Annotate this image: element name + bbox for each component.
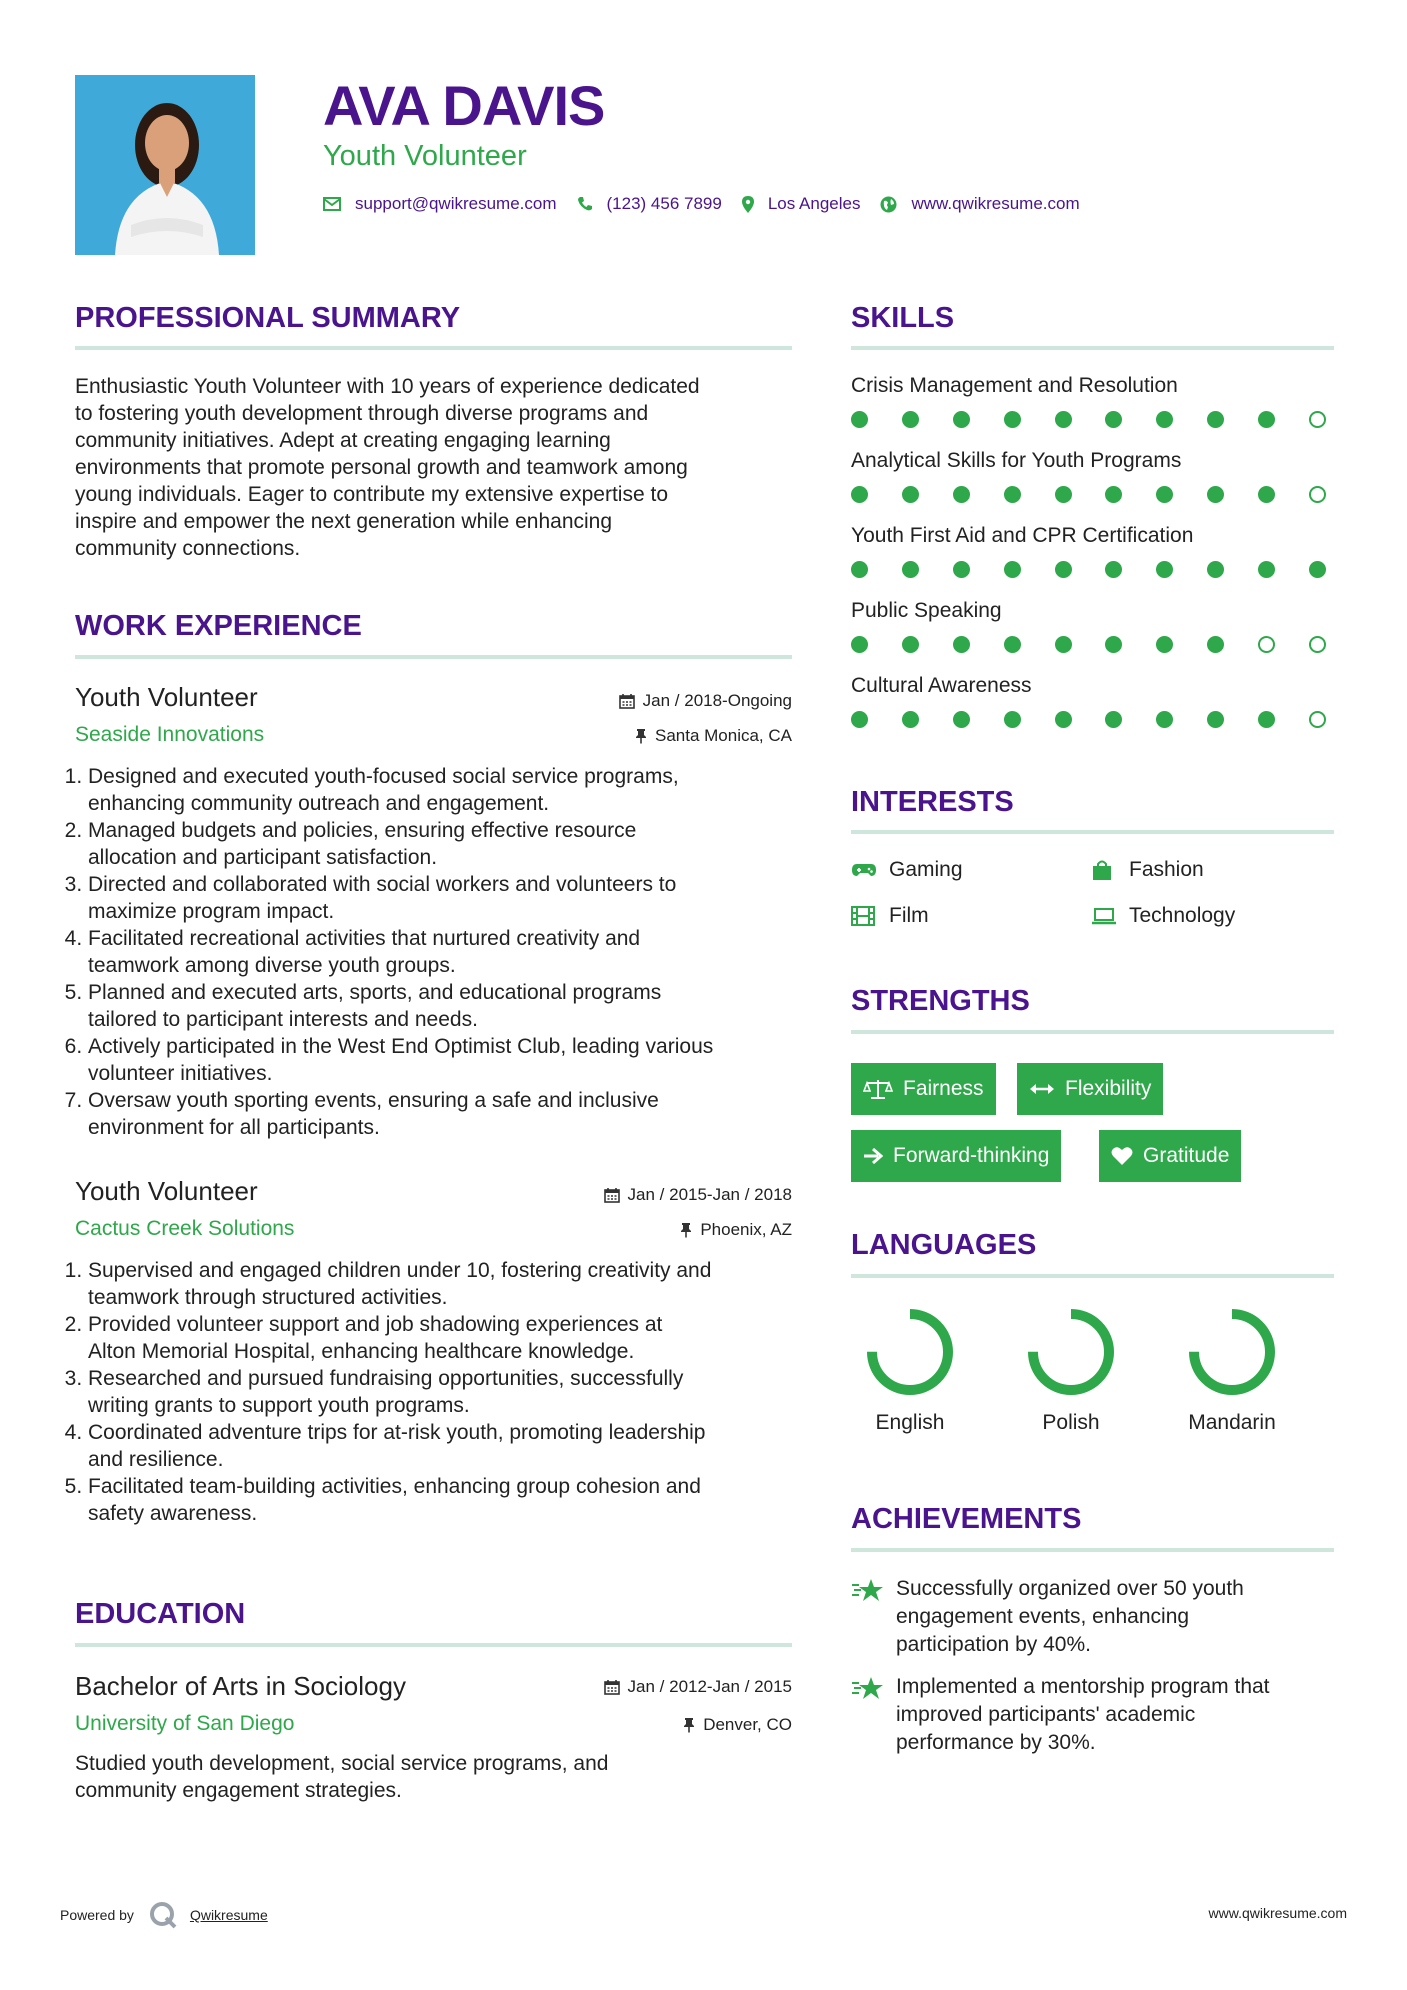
- trophy-star-icon: [851, 1675, 887, 1757]
- rating-dot-empty: [1309, 411, 1326, 428]
- rating-dot-filled: [851, 486, 868, 503]
- language-proficiency-gauge: [1185, 1305, 1279, 1399]
- skill-rating: [851, 636, 1326, 653]
- achievement-text: [896, 1575, 1244, 1659]
- job-company: Seaside Innovations: [75, 723, 265, 746]
- school-name: University of San Diego: [75, 1712, 295, 1735]
- interest-film: [851, 902, 929, 930]
- interest-technology: [1091, 902, 1235, 930]
- language-item: [1006, 1305, 1136, 1437]
- skills-divider: [851, 346, 1334, 350]
- arrow-right-icon: [863, 1147, 883, 1165]
- achievement-line: improved participants' academic: [896, 1703, 1196, 1726]
- rating-dot-filled: [1105, 711, 1122, 728]
- skill-rating: [851, 561, 1326, 578]
- rating-dot-filled: [1004, 711, 1021, 728]
- work-heading: WORK EXPERIENCE: [75, 610, 362, 642]
- strength-forward-thinking: [851, 1130, 1061, 1182]
- achievement-line: Implemented a mentorship program that: [896, 1675, 1270, 1698]
- globe-icon: [880, 196, 897, 213]
- rating-dot-filled: [1207, 561, 1224, 578]
- skill-name: Cultural Awareness: [851, 674, 1032, 697]
- responsibility-line: 3. Directed and collaborated with social workers and volunteers to: [88, 873, 677, 896]
- job-dates-text: Jan / 2015-Jan / 2018: [627, 1185, 792, 1204]
- interest-label: Fashion: [1129, 858, 1204, 881]
- rating-dot-filled: [1105, 486, 1122, 503]
- responsibility-line: enhancing community outreach and engagement.: [88, 792, 550, 815]
- rating-dot-filled: [1004, 636, 1021, 653]
- rating-dot-filled: [1105, 561, 1122, 578]
- rating-dot-filled: [1258, 411, 1275, 428]
- responsibility-line: 4. Coordinated adventure trips for at-risk youth, promoting leadership: [88, 1421, 706, 1444]
- summary-line: environments that promote personal growth and teamwork among: [75, 456, 688, 479]
- thumbtack-icon: [635, 728, 647, 744]
- summary-line: young individuals. Eager to contribute my extensive expertise to: [75, 483, 668, 506]
- rating-dot-filled: [851, 561, 868, 578]
- language-name: English: [875, 1411, 945, 1434]
- responsibility-line: 2. Managed budgets and policies, ensuring effective resource: [88, 819, 637, 842]
- responsibility-line: 2. Provided volunteer support and job shadowing experiences at: [88, 1313, 663, 1336]
- responsibility-item: [88, 763, 805, 817]
- envelope-icon: [323, 197, 341, 211]
- calendar-icon: [604, 1187, 620, 1203]
- achievements-divider: [851, 1548, 1334, 1552]
- responsibility-item: [88, 1311, 805, 1365]
- phone-icon: [577, 196, 593, 212]
- rating-dot-filled: [1258, 711, 1275, 728]
- rating-dot-filled: [1004, 486, 1021, 503]
- rating-dot-filled: [1055, 636, 1072, 653]
- achievement-line: Successfully organized over 50 youth: [896, 1577, 1244, 1600]
- achievement-line: participation by 40%.: [896, 1633, 1091, 1656]
- responsibility-line: 3. Researched and pursued fundraising opportunities, successfully: [88, 1367, 684, 1390]
- achievement-item: [851, 1575, 1334, 1659]
- summary-line: inspire and empower the next generation while enhancing: [75, 510, 613, 533]
- rating-dot-filled: [1258, 486, 1275, 503]
- responsibility-line: 6. Actively participated in the West End Optimist Club, leading various: [88, 1035, 714, 1058]
- responsibility-line: writing grants to support youth programs.: [88, 1394, 470, 1417]
- achievements-heading: ACHIEVEMENTS: [851, 1503, 1082, 1535]
- rating-dot-empty: [1309, 486, 1326, 503]
- responsibility-line: 7. Oversaw youth sporting events, ensuring a safe and inclusive: [88, 1089, 659, 1112]
- interest-fashion: [1091, 856, 1204, 884]
- interest-label: Technology: [1129, 904, 1236, 927]
- rating-dot-filled: [902, 636, 919, 653]
- contact-location: Los Angeles: [767, 194, 861, 213]
- responsibility-line: tailored to participant interests and needs.: [88, 1008, 478, 1031]
- rating-dot-filled: [1055, 561, 1072, 578]
- rating-dot-filled: [1004, 411, 1021, 428]
- job-title: Youth Volunteer: [75, 1176, 258, 1206]
- rating-dot-filled: [902, 411, 919, 428]
- job-dates: [540, 689, 792, 713]
- footer-powered-by: [60, 1900, 268, 1930]
- arrows-horizontal-icon: [1029, 1082, 1055, 1096]
- skill-name: Youth First Aid and CPR Certification: [851, 524, 1194, 547]
- map-marker-icon: [742, 196, 754, 213]
- thumbtack-icon: [683, 1717, 695, 1733]
- language-name: Mandarin: [1188, 1411, 1276, 1434]
- rating-dot-filled: [1207, 636, 1224, 653]
- rating-dot-filled: [1105, 411, 1122, 428]
- job-dates-text: Jan / 2018-Ongoing: [642, 691, 792, 710]
- thumbtack-icon: [680, 1222, 692, 1238]
- rating-dot-filled: [1105, 636, 1122, 653]
- education-location: [540, 1713, 792, 1737]
- skill-rating: [851, 411, 1326, 428]
- rating-dot-filled: [1207, 411, 1224, 428]
- language-proficiency-gauge: [1024, 1305, 1118, 1399]
- strength-flexibility: [1017, 1063, 1163, 1115]
- responsibility-item: [88, 1257, 805, 1311]
- job-dates: [520, 1183, 792, 1207]
- rating-dot-filled: [1004, 561, 1021, 578]
- rating-dot-filled: [1055, 711, 1072, 728]
- job-responsibilities: [70, 1257, 805, 1527]
- rating-dot-empty: [1309, 636, 1326, 653]
- contact-email[interactable]: support@qwikresume.com: [355, 194, 557, 213]
- responsibility-line: and resilience.: [88, 1448, 224, 1471]
- strengths-heading: STRENGTHS: [851, 985, 1030, 1017]
- responsibility-line: allocation and participant satisfaction.: [88, 846, 438, 869]
- gamepad-icon: [851, 859, 877, 881]
- summary-text: [75, 373, 805, 562]
- strength-label: Gratitude: [1143, 1144, 1230, 1167]
- rating-dot-filled: [953, 486, 970, 503]
- strength-label: Forward-thinking: [893, 1144, 1050, 1167]
- education-description: [75, 1750, 805, 1804]
- rating-dot-filled: [902, 711, 919, 728]
- rating-dot-filled: [953, 561, 970, 578]
- languages-divider: [851, 1274, 1334, 1278]
- skill-name: Public Speaking: [851, 599, 1002, 622]
- rating-dot-filled: [1156, 486, 1173, 503]
- responsibility-line: 5. Facilitated team-building activities, enhancing group cohesion and: [88, 1475, 701, 1498]
- rating-dot-filled: [1156, 711, 1173, 728]
- summary-divider: [75, 346, 792, 350]
- job-location-text: Santa Monica, CA: [654, 726, 792, 745]
- rating-dot-filled: [1156, 411, 1173, 428]
- responsibility-line: 4. Facilitated recreational activities that nurtured creativity and: [88, 927, 641, 950]
- achievement-text: [896, 1673, 1270, 1757]
- rating-dot-filled: [1156, 561, 1173, 578]
- rating-dot-filled: [851, 636, 868, 653]
- summary-line: Enthusiastic Youth Volunteer with 10 years of experience dedicated: [75, 375, 700, 398]
- language-proficiency-arc: [1194, 1314, 1270, 1390]
- skills-heading: SKILLS: [851, 302, 955, 334]
- laptop-icon: [1091, 905, 1117, 927]
- footer-website[interactable]: www.qwikresume.com: [1208, 1905, 1347, 1921]
- language-proficiency-arc: [1033, 1314, 1109, 1390]
- candidate-name: AVA DAVIS: [323, 74, 605, 137]
- summary-heading: PROFESSIONAL SUMMARY: [75, 302, 461, 334]
- education-line: Studied youth development, social service programs, and: [75, 1752, 609, 1775]
- profile-photo-illustration: [75, 75, 255, 255]
- degree-title: Bachelor of Arts in Sociology: [75, 1671, 406, 1701]
- trophy-star-icon: [851, 1577, 887, 1659]
- work-divider: [75, 655, 792, 659]
- rating-dot-filled: [953, 636, 970, 653]
- calendar-icon: [604, 1679, 620, 1695]
- contact-website[interactable]: www.qwikresume.com: [911, 194, 1080, 213]
- strength-fairness: [851, 1063, 996, 1115]
- rating-dot-filled: [902, 486, 919, 503]
- responsibility-line: safety awareness.: [88, 1502, 258, 1525]
- interest-label: Gaming: [889, 858, 963, 881]
- responsibility-line: teamwork through structured activities.: [88, 1286, 448, 1309]
- candidate-role: Youth Volunteer: [323, 140, 527, 172]
- qwikresume-logo-icon: [148, 1900, 178, 1930]
- powered-by-label: Powered by: [60, 1907, 134, 1923]
- job-location: [540, 1218, 792, 1242]
- responsibility-line: 5. Planned and executed arts, sports, and educational programs: [88, 981, 662, 1004]
- film-icon: [851, 905, 877, 927]
- responsibility-line: 1. Designed and executed youth-focused social service programs,: [88, 765, 679, 788]
- achievement-line: engagement events, enhancing: [896, 1605, 1190, 1628]
- strength-gratitude: [1099, 1130, 1241, 1182]
- education-dates-text: Jan / 2012-Jan / 2015: [627, 1677, 792, 1696]
- summary-line: to fostering youth development through diverse programs and: [75, 402, 649, 425]
- skill-name: Analytical Skills for Youth Programs: [851, 449, 1182, 472]
- strengths-divider: [851, 1030, 1334, 1034]
- education-location-text: Denver, CO: [703, 1715, 792, 1734]
- interests-divider: [851, 830, 1334, 834]
- interest-label: Film: [889, 904, 929, 927]
- responsibility-item: [88, 925, 805, 979]
- strength-label: Flexibility: [1065, 1077, 1152, 1100]
- responsibility-item: [88, 1087, 805, 1141]
- calendar-icon: [619, 693, 635, 709]
- responsibility-item: [88, 1365, 805, 1419]
- interests-heading: INTERESTS: [851, 786, 1014, 818]
- language-name: Polish: [1042, 1411, 1100, 1434]
- education-dates: [520, 1675, 792, 1699]
- responsibility-item: [88, 871, 805, 925]
- summary-line: community connections.: [75, 537, 301, 560]
- language-item: [1167, 1305, 1297, 1437]
- responsibility-item: [88, 1473, 805, 1527]
- rating-dot-filled: [851, 711, 868, 728]
- rating-dot-filled: [1055, 411, 1072, 428]
- rating-dot-filled: [1055, 486, 1072, 503]
- contact-phone[interactable]: (123) 456 7899: [606, 194, 722, 213]
- responsibility-line: volunteer initiatives.: [88, 1062, 273, 1085]
- rating-dot-filled: [1207, 711, 1224, 728]
- achievement-item: [851, 1673, 1334, 1757]
- responsibility-line: teamwork among diverse youth groups.: [88, 954, 456, 977]
- contact-bar: [323, 192, 1100, 216]
- profile-photo: [75, 75, 255, 255]
- achievement-line: performance by 30%.: [896, 1731, 1096, 1754]
- job-location-text: Phoenix, AZ: [700, 1220, 792, 1239]
- balance-scale-icon: [863, 1078, 893, 1100]
- rating-dot-filled: [1156, 636, 1173, 653]
- language-item: [845, 1305, 975, 1437]
- responsibility-line: maximize program impact.: [88, 900, 335, 923]
- education-line: community engagement strategies.: [75, 1779, 402, 1802]
- rating-dot-filled: [953, 711, 970, 728]
- strength-label: Fairness: [903, 1077, 984, 1100]
- rating-dot-filled: [851, 411, 868, 428]
- language-proficiency-gauge: [863, 1305, 957, 1399]
- job-title: Youth Volunteer: [75, 682, 258, 712]
- education-divider: [75, 1643, 792, 1647]
- qwikresume-link[interactable]: Qwikresume: [189, 1907, 268, 1923]
- responsibility-item: [88, 1033, 805, 1087]
- rating-dot-filled: [1258, 561, 1275, 578]
- job-location: [540, 724, 792, 748]
- responsibility-item: [88, 817, 805, 871]
- summary-line: community initiatives. Adept at creating engaging learning: [75, 429, 611, 452]
- rating-dot-filled: [1207, 486, 1224, 503]
- rating-dot-empty: [1258, 636, 1275, 653]
- education-heading: EDUCATION: [75, 1598, 246, 1630]
- responsibility-item: [88, 979, 805, 1033]
- rating-dot-filled: [902, 561, 919, 578]
- rating-dot-empty: [1309, 711, 1326, 728]
- skill-name: Crisis Management and Resolution: [851, 374, 1178, 397]
- responsibility-line: 1. Supervised and engaged children under 10, fostering creativity and: [88, 1259, 712, 1282]
- languages-heading: LANGUAGES: [851, 1229, 1037, 1261]
- job-company: Cactus Creek Solutions: [75, 1217, 295, 1240]
- language-proficiency-arc: [872, 1314, 948, 1390]
- interest-gaming: [851, 856, 963, 884]
- rating-dot-filled: [953, 411, 970, 428]
- responsibility-line: environment for all participants.: [88, 1116, 380, 1139]
- rating-dot-filled: [1309, 561, 1326, 578]
- responsibility-item: [88, 1419, 805, 1473]
- skill-rating: [851, 486, 1326, 503]
- skill-rating: [851, 711, 1326, 728]
- responsibility-line: Alton Memorial Hospital, enhancing healthcare knowledge.: [88, 1340, 635, 1363]
- shopping-bag-icon: [1091, 859, 1117, 881]
- job-responsibilities: [70, 763, 805, 1141]
- heart-icon: [1111, 1146, 1133, 1166]
